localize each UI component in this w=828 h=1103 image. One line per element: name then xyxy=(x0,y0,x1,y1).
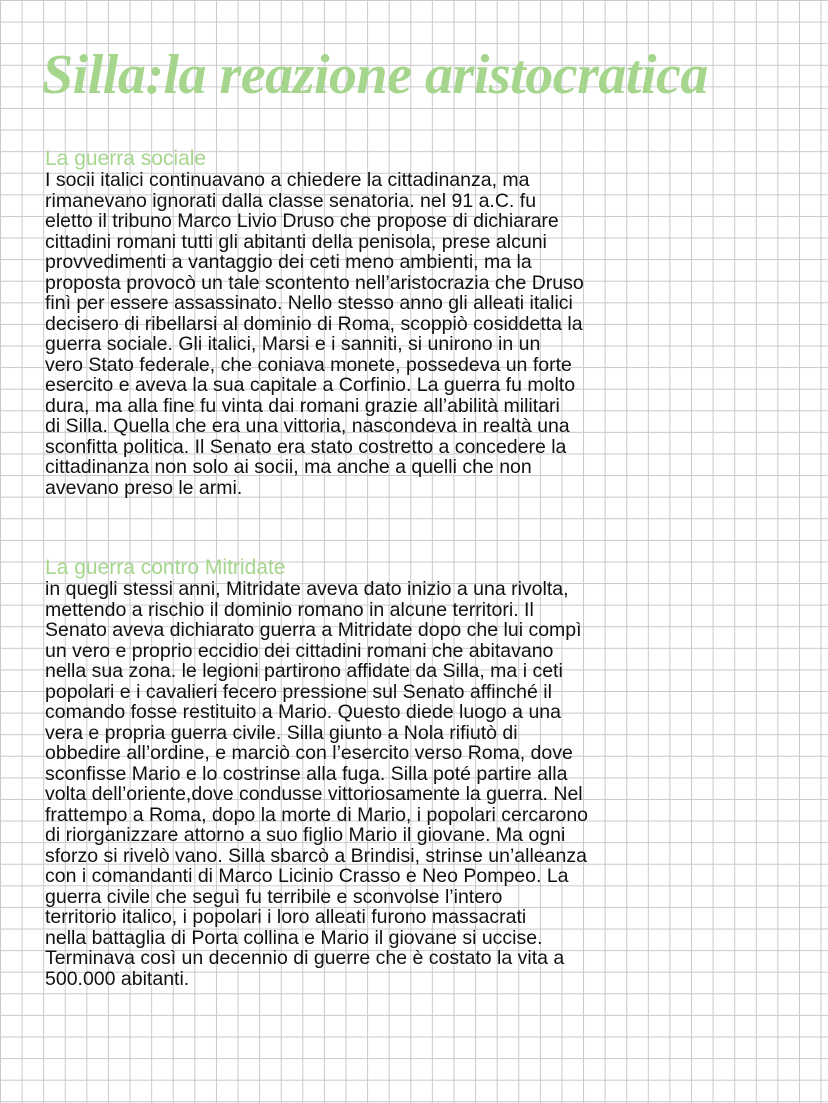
text-line: cittadini romani tutti gli abitanti della penisola, prese alcuni xyxy=(45,230,547,253)
text-line: finì per essere assassinato. Nello stesso anno gli alleati italici xyxy=(45,292,573,314)
text-line: nella sua zona. le legioni partirono affidate da Silla, ma i ceti xyxy=(45,660,563,682)
text-line: territorio italico, i popolari i loro alleati furono massacrati xyxy=(45,906,527,928)
text-line: di Silla. Quella che era una vittoria, nascondeva in realtà una xyxy=(45,415,570,437)
section-heading: La guerra contro Mitridate xyxy=(45,556,286,579)
text-line: esercito e aveva la sua capitale a Corfinio. La guerra fu molto xyxy=(45,374,576,396)
text-line: dura, ma alla fine fu vinta dai romani grazie all’abilità militari xyxy=(45,394,560,417)
text-line: comando fosse restituito a Mario. Questo diede luogo a una xyxy=(45,701,561,723)
text-line: Terminava così un decennio di guerre che è costato la vita a xyxy=(45,947,565,969)
text-line: obbedire all’ordine, e marciò con l’esercito verso Roma, dove xyxy=(45,742,573,764)
text-line: un vero e proprio eccidio dei cittadini romani che abitavano xyxy=(45,639,554,662)
text-line: in quegli stessi anni, Mitridate aveva dato inizio a una rivolta, xyxy=(45,578,569,600)
text-line: eletto il tribuno Marco Livio Druso che propose di dichiarare xyxy=(45,210,559,232)
section-body xyxy=(45,579,805,989)
text-line: sforzo si rivelò vano. Silla sbarcò a Brindisi, strinse un’alleanza xyxy=(45,844,587,867)
section-heading: La guerra sociale xyxy=(45,147,207,170)
text-line: I socii italici continuavano a chiedere la cittadinanza, ma xyxy=(45,169,530,191)
text-line: guerra sociale. Gli italici, Marsi e i sanniti, si unirono in un xyxy=(45,333,541,355)
text-line: vero Stato federale, che coniava monete, possedeva un forte xyxy=(45,353,572,376)
text-line: sconfitta politica. Il Senato era stato costretto a concedere la xyxy=(45,435,567,458)
text-line: guerra civile che seguì fu terribile e sconvolse l’intero xyxy=(45,885,503,908)
text-line: cittadinanza non solo ai socii, ma anche a quelli che non xyxy=(45,456,532,478)
section-body xyxy=(45,170,805,498)
section-guerra-mitridate xyxy=(45,557,805,989)
text-line: mettendo a rischio il dominio romano in alcune territori. Il xyxy=(45,598,534,621)
text-line: vera e propria guerra civile. Silla giunto a Nola rifiutò di xyxy=(45,721,518,744)
text-line: frattempo a Roma, dopo la morte di Mario, i popolari cercarono xyxy=(45,803,589,826)
page-title: Silla:la reazione aristocratica xyxy=(42,44,708,106)
text-line: di riorganizzare attorno a suo figlio Mario il giovane. Ma ogni xyxy=(45,824,566,846)
text-line: volta dell’oriente,dove condusse vittoriosamente la guerra. Nel xyxy=(45,783,583,805)
text-line: decisero di ribellarsi al dominio di Roma, scoppiò cosiddetta la xyxy=(45,312,583,335)
text-line: Senato aveva dichiarato guerra a Mitridate dopo che lui compì xyxy=(45,619,582,641)
text-line: provvedimenti a vantaggio dei ceti meno ambienti, ma la xyxy=(45,251,532,273)
text-line: popolari e i cavalieri fecero pressione sul Senato affinché il xyxy=(45,680,552,703)
text-line: con i comandanti di Marco Licinio Crasso e Neo Pompeo. La xyxy=(45,865,569,887)
text-line: sconfisse Mario e lo costrinse alla fuga. Silla poté partire alla xyxy=(45,762,568,785)
section-guerra-sociale xyxy=(45,148,805,498)
text-line: rimanevano ignorati dalla classe senatoria. nel 91 a.C. fu xyxy=(45,189,537,212)
text-line: proposta provocò un tale scontento nell’aristocrazia che Druso xyxy=(45,271,584,294)
text-line: 500.000 abitanti. xyxy=(45,967,190,990)
text-line: nella battaglia di Porta collina e Mario il giovane si uccise. xyxy=(45,926,543,949)
text-line: avevano preso le armi. xyxy=(45,476,243,499)
